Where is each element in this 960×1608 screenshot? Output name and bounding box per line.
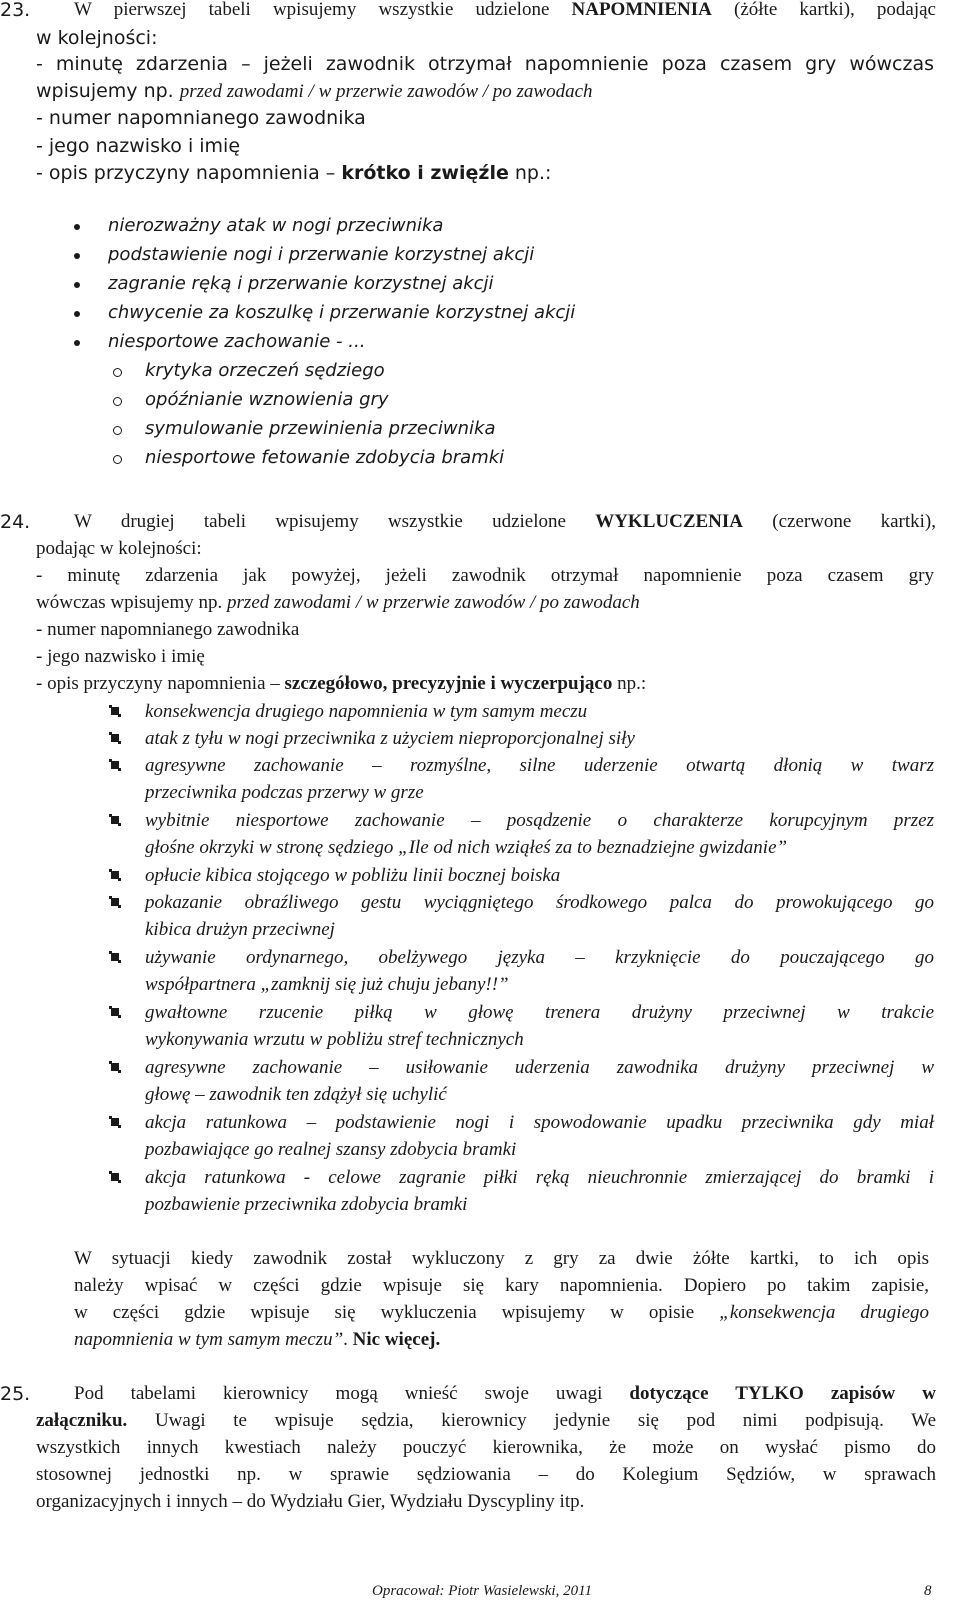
yellow-card-example: chwycenie za koszulkę i przerwanie korzystnej akcji	[108, 302, 576, 323]
bullet-dot-icon	[74, 311, 80, 317]
square-bullet-icon	[111, 1173, 119, 1181]
item-23-line-1: W pierwszej tabeli wpisujemy wszystkie udzielone NAPOMNIENIA (żółte kartki), podając	[74, 0, 936, 20]
square-bullet-icon	[111, 707, 119, 715]
item-25-line-1: Pod tabelami kierownicy mogą wnieść swoje uwagi dotyczące TYLKO zapisów w	[74, 1383, 936, 1404]
red-card-example-cont: głośne okrzyki w stronę sędziego „Ile od nich wziąłeś za to beznadziejne gwizdanie”	[145, 837, 788, 858]
bullet-dot-icon	[74, 340, 80, 346]
item-25-line-3: wszystkich innych kwestiach należy pouczyć kierownika, że może on wysłać pismo do	[36, 1437, 936, 1458]
item-24-line-2: podając w kolejności:	[36, 538, 202, 559]
misconduct-example: niesportowe fetowanie zdobycia bramki	[145, 447, 505, 468]
item-25-line-5: organizacyjnych i innych – do Wydziału Gier, Wydziału Dyscypliny itp.	[36, 1491, 585, 1512]
square-bullet-icon	[111, 1118, 119, 1126]
square-bullet-icon	[111, 761, 119, 769]
square-bullet-icon	[111, 734, 119, 742]
red-card-example: konsekwencja drugiego napomnienia w tym samym meczu	[145, 701, 588, 722]
red-card-example-cont: głowę – zawodnik ten zdążył się uchylić	[145, 1084, 447, 1105]
page-number: 8	[924, 1583, 932, 1599]
square-bullet-icon	[111, 816, 119, 824]
misconduct-example: opóźnianie wznowienia gry	[145, 389, 389, 410]
item-23-line-5: - numer napomnianego zawodnika	[36, 107, 366, 129]
item-23-number: 23.	[0, 0, 31, 21]
misconduct-example: krytyka orzeczeń sędziego	[145, 360, 385, 381]
item-24-line-5: - numer napomnianego zawodnika	[36, 619, 300, 640]
square-bullet-icon	[111, 1063, 119, 1071]
square-bullet-icon	[111, 871, 119, 879]
item-24-line-3: - minutę zdarzenia jak powyżej, jeżeli zawodnik otrzymał napomnienie poza czasem gry	[36, 565, 934, 586]
item-25-line-4: stosownej jednostki np. w sprawie sędziowania – do Kolegium Sędziów, w sprawach	[36, 1464, 936, 1485]
square-bullet-icon	[111, 1008, 119, 1016]
item-25-line-2: załączniku. Uwagi te wpisuje sędzia, kierownicy jedynie się pod nimi podpisują. We	[36, 1410, 936, 1431]
red-card-example-cont: kibica drużyn przeciwnej	[145, 919, 335, 940]
yellow-card-example: niesportowe zachowanie - ...	[108, 331, 366, 352]
red-card-example: wybitnie niesportowe zachowanie – posądzenie o charakterze korupcyjnym przez	[145, 810, 934, 831]
red-card-example-cont: pozbawienie przeciwnika zdobycia bramki	[145, 1194, 468, 1215]
red-card-example: akcja ratunkowa – podstawienie nogi i spowodowanie upadku przeciwnika gdy miał	[145, 1112, 934, 1133]
square-bullet-icon	[111, 953, 119, 961]
item-24-number: 24.	[0, 511, 31, 533]
yellow-card-example: podstawienie nogi i przerwanie korzystnej akcji	[108, 244, 535, 265]
bullet-dot-icon	[74, 253, 80, 259]
yellow-card-example: nierozważny atak w nogi przeciwnika	[108, 215, 444, 236]
red-card-example: akcja ratunkowa - celowe zagranie piłki ręką nieuchronnie zmierzającej do bramki i	[145, 1167, 934, 1188]
bullet-circle-icon	[113, 397, 122, 406]
yellow-card-example: zagranie ręką i przerwanie korzystnej akcji	[108, 273, 494, 294]
red-card-example: gwałtowne rzucenie piłką w głowę trenera drużyny przeciwnej w trakcie	[145, 1002, 934, 1023]
red-card-example: pokazanie obraźliwego gestu wyciągniętego środkowego palca do prowokującego go	[145, 892, 934, 913]
item-24-line-7: - opis przyczyny napomnienia – szczegółowo, precyzyjnie i wyczerpująco np.:	[36, 673, 647, 694]
bullet-dot-icon	[74, 224, 80, 230]
item-23-line-3: - minutę zdarzenia – jeżeli zawodnik otrzymał napomnienie poza czasem gry wówczas	[36, 53, 934, 75]
red-card-example: agresywne zachowanie – rozmyślne, silne uderzenie otwartą dłonią w twarz	[145, 755, 934, 776]
red-card-example: opłucie kibica stojącego w pobliżu linii bocznej boiska	[145, 865, 561, 886]
red-card-example-cont: pozbawiające go realnej szansy zdobycia bramki	[145, 1139, 517, 1160]
item-24-line-6: - jego nazwisko i imię	[36, 646, 205, 667]
red-card-example-cont: współpartnera „zamknij się już chuju jebany!!”	[145, 974, 509, 995]
bullet-circle-icon	[113, 368, 122, 377]
second-yellow-note-line-1: W sytuacji kiedy zawodnik został wykluczony z gry za dwie żółte kartki, to ich opis	[74, 1248, 929, 1269]
second-yellow-note-line-2: należy wpisać w części gdzie wpisuje się kary napomnienia. Dopiero po takim zapisie,	[74, 1275, 929, 1296]
misconduct-example: symulowanie przewinienia przeciwnika	[145, 418, 496, 439]
red-card-example-cont: przeciwnika podczas przerwy w grze	[145, 782, 424, 803]
red-card-example-cont: wykonywania wrzutu w pobliżu stref technicznych	[145, 1029, 524, 1050]
item-23-line-6: - jego nazwisko i imię	[36, 135, 241, 157]
bullet-dot-icon	[74, 282, 80, 288]
red-card-example: używanie ordynarnego, obelżywego języka – krzyknięcie do pouczającego go	[145, 947, 934, 968]
bullet-circle-icon	[113, 455, 122, 464]
item-24-line-4: wówczas wpisujemy np. przed zawodami / w przerwie zawodów / po zawodach	[36, 592, 640, 613]
footer-author: Opracował: Piotr Wasielewski, 2011	[372, 1583, 592, 1599]
second-yellow-note-line-3: w części gdzie wpisuje się wykluczenia wpisujemy w opisie „konsekwencja drugiego	[74, 1302, 929, 1323]
red-card-example: agresywne zachowanie – usiłowanie uderzenia zawodnika drużyny przeciwnej w	[145, 1057, 934, 1078]
second-yellow-note-line-4: napomnienia w tym samym meczu”. Nic więcej.	[74, 1329, 441, 1350]
red-card-example: atak z tyłu w nogi przeciwnika z użyciem nieproporcjonalnej siły	[145, 728, 635, 749]
square-bullet-icon	[111, 898, 119, 906]
item-25-number: 25.	[0, 1383, 31, 1405]
item-23-line-4: wpisujemy np. przed zawodami / w przerwie zawodów / po zawodach	[36, 80, 593, 102]
bullet-circle-icon	[113, 426, 122, 435]
item-23-line-2: w kolejności:	[36, 27, 158, 49]
item-23-line-7: - opis przyczyny napomnienia – krótko i zwięźle np.:	[36, 162, 552, 184]
item-24-line-1: W drugiej tabeli wpisujemy wszystkie udzielone WYKLUCZENIA (czerwone kartki),	[74, 511, 936, 532]
